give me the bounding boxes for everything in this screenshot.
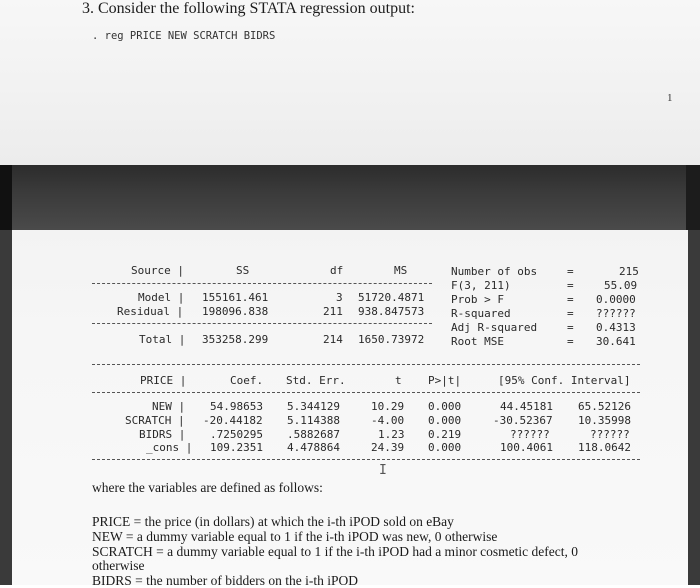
band-left-edge — [0, 165, 12, 230]
coef-row-scratch-var: SCRATCH | — [125, 414, 185, 427]
stata-command: . reg PRICE NEW SCRATCH BIDRS — [92, 30, 276, 42]
coef-header-price: PRICE | — [140, 374, 187, 387]
coef-row-scratch-t: -4.00 — [371, 414, 405, 427]
stat-eq-rootmse: = — [567, 335, 574, 348]
definitions-intro: where the variables are defined as follows: — [92, 480, 323, 495]
stat-value-adjr2: 0.4313 — [596, 321, 636, 334]
anova-header-ss: SS — [236, 264, 250, 277]
coef-row-cons-var: _cons | — [146, 441, 193, 454]
stat-value-probf: 0.0000 — [596, 293, 636, 306]
right-margin — [688, 230, 700, 585]
stat-value-nobs: 215 — [619, 265, 639, 278]
stat-eq-nobs: = — [567, 265, 574, 278]
definition-scratch-continued: otherwise — [92, 558, 145, 573]
coef-top-divider — [92, 364, 640, 365]
anova-header-ms: MS — [394, 264, 408, 277]
coef-row-cons-t: 24.39 — [371, 441, 405, 454]
coef-row-new-p: 0.000 — [428, 400, 462, 413]
stat-value-f: 55.09 — [604, 279, 638, 292]
text-cursor-icon: I — [379, 463, 387, 478]
stat-eq-adjr2: = — [567, 321, 574, 334]
coef-header-coef: Coef. — [230, 374, 264, 387]
anova-row-total-df: 214 — [323, 333, 343, 346]
definition-bidrs: BIDRS = the number of bidders on the i-th iPOD — [92, 573, 358, 588]
anova-row-total-ms: 1650.73972 — [358, 333, 425, 346]
coef-bottom-divider — [92, 459, 640, 460]
anova-row-model-ss: 155161.461 — [202, 291, 269, 304]
coef-header-divider — [92, 392, 640, 393]
coef-row-new-var: NEW | — [152, 400, 186, 413]
anova-row-model-source: Model | — [138, 291, 185, 304]
coef-row-bidrs-coef: .7250295 — [210, 428, 263, 441]
anova-row-model-df: 3 — [336, 291, 343, 304]
coef-row-scratch-coef: -20.44182 — [203, 414, 263, 427]
coef-row-cons-p: 0.000 — [428, 441, 462, 454]
stat-eq-r2: = — [567, 307, 574, 320]
definition-new: NEW = a dummy variable equal to 1 if the i-th iPOD was new, 0 otherwise — [92, 529, 498, 544]
anova-header-df: df — [330, 264, 344, 277]
coef-row-cons-lo: 100.4061 — [500, 441, 553, 454]
stat-label-r2: R-squared — [451, 307, 511, 320]
anova-row-residual-ms: 938.847573 — [358, 305, 425, 318]
coef-row-cons-coef: 109.2351 — [210, 441, 263, 454]
definition-price: PRICE = the price (in dollars) at which the i-th iPOD sold on eBay — [92, 514, 454, 529]
coef-row-new-t: 10.29 — [371, 400, 405, 413]
anova-divider — [92, 283, 432, 284]
coef-row-new-lo: 44.45181 — [500, 400, 553, 413]
anova-row-model-ms: 51720.4871 — [358, 291, 425, 304]
coef-header-ci: [95% Conf. Interval] — [498, 374, 631, 387]
definition-scratch: SCRATCH = a dummy variable equal to 1 if the i-th iPOD had a minor cosmetic defect, 0 — [92, 544, 579, 559]
stat-eq-f: = — [567, 279, 574, 292]
coef-row-bidrs-var: BIDRS | — [139, 428, 186, 441]
anova-row-total-ss: 353258.299 — [202, 333, 269, 346]
coef-row-new-hi: 65.52126 — [578, 400, 631, 413]
anova-row-residual-ss: 198096.838 — [202, 305, 269, 318]
anova-divider-total — [92, 323, 432, 324]
stat-label-rootmse: Root MSE — [451, 335, 504, 348]
coef-row-cons-hi: 118.0642 — [578, 441, 631, 454]
coef-header-t: t — [395, 374, 402, 387]
coef-row-bidrs-hi: ?????? — [590, 428, 630, 441]
stat-label-nobs: Number of obs — [451, 265, 538, 278]
anova-row-residual-df: 211 — [323, 305, 343, 318]
coef-row-cons-se: 4.478864 — [287, 441, 340, 454]
coef-row-scratch-p: 0.000 — [428, 414, 462, 427]
coef-row-bidrs-p: 0.219 — [428, 428, 462, 441]
stat-label-adjr2: Adj R-squared — [451, 321, 538, 334]
stat-eq-probf: = — [567, 293, 574, 306]
anova-row-total-source: Total | — [139, 333, 186, 346]
left-margin — [0, 230, 12, 585]
question-heading: 3. Consider the following STATA regression output: — [82, 0, 415, 17]
upper-page — [0, 0, 700, 165]
band-right-edge — [686, 165, 700, 230]
coef-row-new-se: 5.344129 — [287, 400, 340, 413]
stat-value-r2: ?????? — [596, 307, 636, 320]
coef-row-scratch-hi: 10.35998 — [578, 414, 631, 427]
stat-value-rootmse: 30.641 — [596, 335, 636, 348]
coef-row-bidrs-lo: ?????? — [510, 428, 550, 441]
coef-row-bidrs-t: 1.23 — [378, 428, 405, 441]
anova-header-source: Source | — [131, 264, 184, 277]
dark-band — [0, 165, 700, 230]
anova-row-residual-source: Residual | — [117, 305, 184, 318]
coef-row-scratch-lo: -30.52367 — [493, 414, 553, 427]
coef-row-bidrs-se: .5882687 — [287, 428, 340, 441]
coef-header-se: Std. Err. — [286, 374, 346, 387]
stat-label-f: F(3, 211) — [451, 279, 511, 292]
coef-header-p: P>|t| — [428, 374, 462, 387]
stat-label-probf: Prob > F — [451, 293, 504, 306]
coef-row-scratch-se: 5.114388 — [287, 414, 340, 427]
page-number: 1 — [667, 92, 673, 104]
coef-row-new-coef: 54.98653 — [210, 400, 263, 413]
